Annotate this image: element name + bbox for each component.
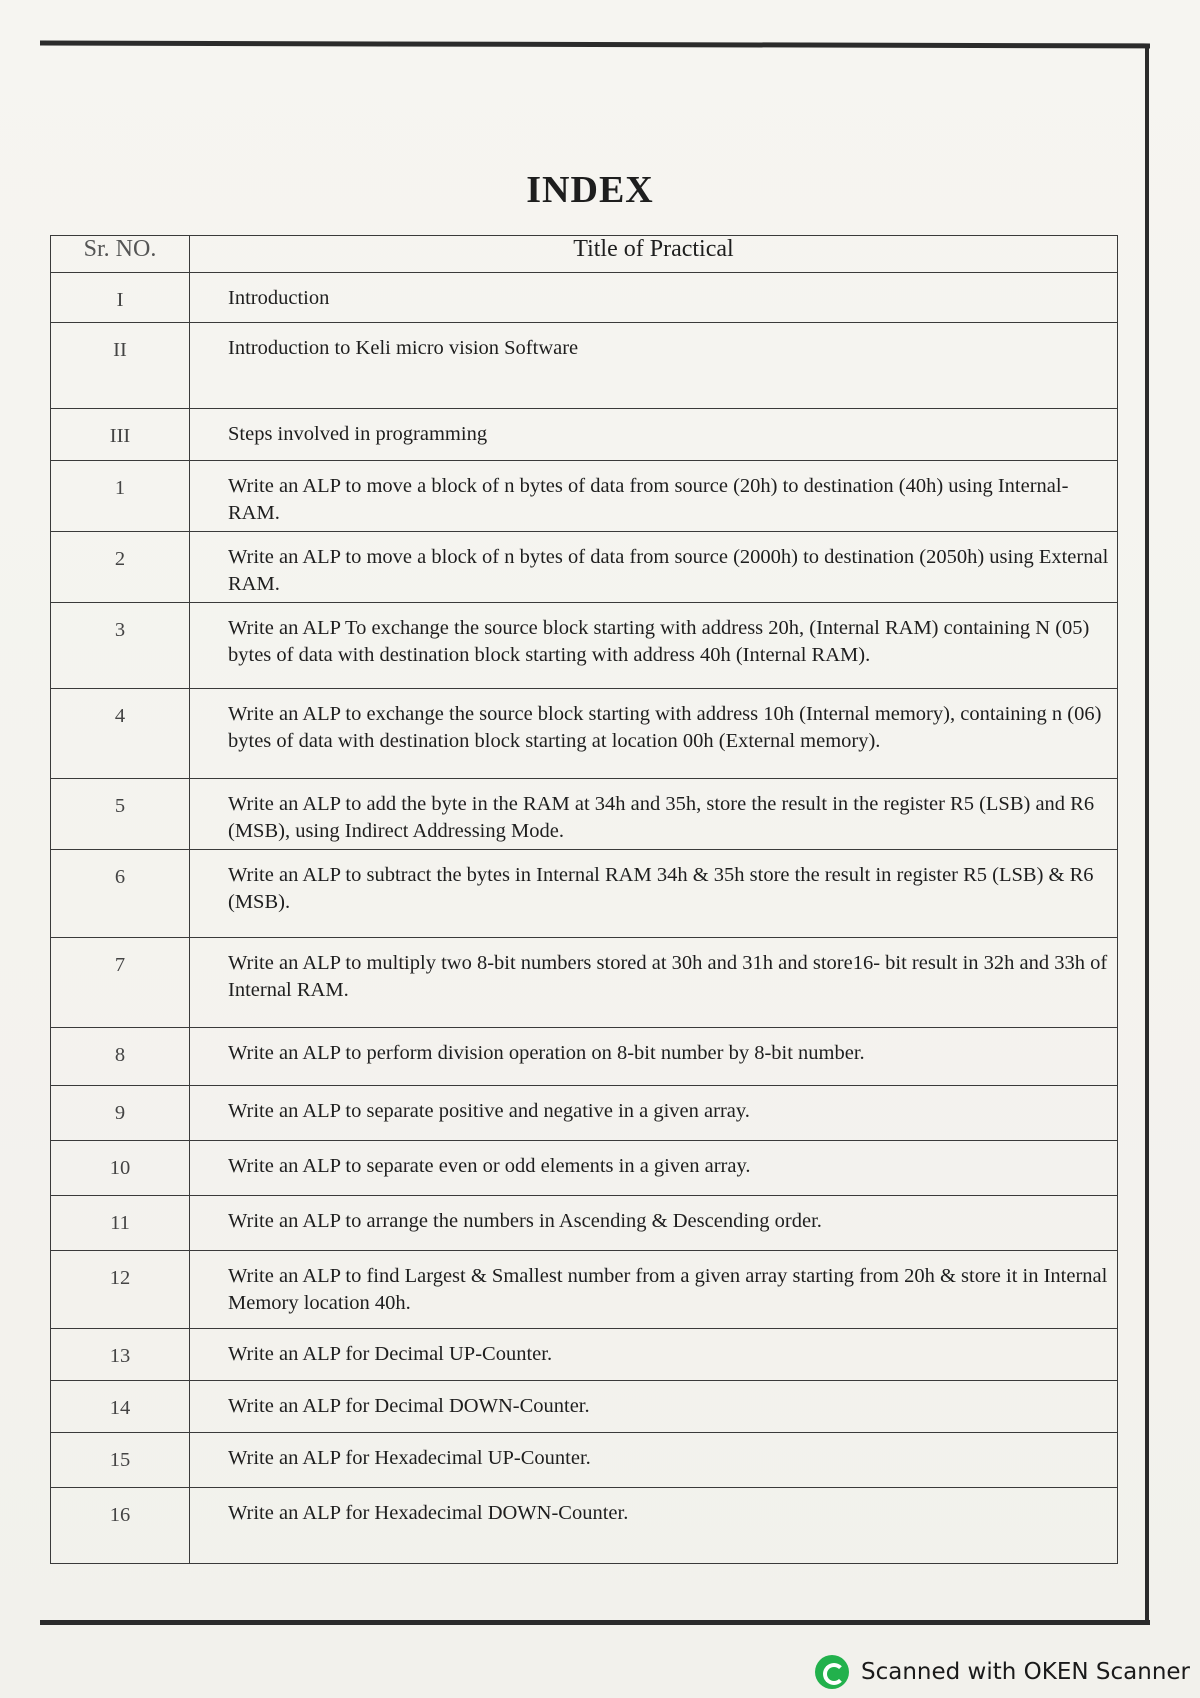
row-title: Write an ALP To exchange the source block starting with address 20h, (Internal RAM) containing N (05) bytes of data with destination block starting with address 40h (Internal RAM). (190, 603, 1118, 689)
row-title: Steps involved in programming (190, 409, 1118, 461)
row-sr: III (51, 409, 190, 461)
table-row (51, 1251, 1118, 1329)
row-title: Write an ALP to add the byte in the RAM at 34h and 35h, store the result in the register R5 (LSB) and R6 (MSB), using Indirect Addressing Mode. (190, 779, 1118, 850)
page-title: INDEX (526, 169, 654, 211)
row-title: Write an ALP to separate even or odd elements in a given array. (190, 1141, 1118, 1196)
table-row (51, 1381, 1118, 1433)
row-title: Write an ALP to separate positive and negative in a given array. (190, 1086, 1118, 1141)
row-title: Introduction to Keli micro vision Software (190, 323, 1118, 409)
row-title: Write an ALP to arrange the numbers in Ascending & Descending order. (190, 1196, 1118, 1251)
row-sr: II (51, 323, 190, 409)
row-sr: 9 (51, 1086, 190, 1141)
table-row (51, 532, 1118, 603)
table-row (51, 689, 1118, 779)
table-row (51, 850, 1118, 938)
row-sr: 10 (51, 1141, 190, 1196)
row-title: Write an ALP for Hexadecimal DOWN-Counter. (190, 1488, 1118, 1564)
row-title: Write an ALP to find Largest & Smallest number from a given array starting from 20h & store it in Internal Memory location 40h. (190, 1251, 1118, 1329)
row-sr: 4 (51, 689, 190, 779)
oken-scanner-logo-icon (815, 1655, 849, 1689)
row-sr: 1 (51, 461, 190, 532)
row-sr: 11 (51, 1196, 190, 1251)
row-sr: 15 (51, 1433, 190, 1488)
table-row (51, 779, 1118, 850)
row-title: Write an ALP for Decimal UP-Counter. (190, 1329, 1118, 1381)
row-title: Write an ALP to subtract the bytes in Internal RAM 34h & 35h store the result in register R5 (LSB) & R6 (MSB). (190, 850, 1118, 938)
row-title: Write an ALP to exchange the source block starting with address 10h (Internal memory), containing n (06) bytes of data with destination block starting at location 00h (External memory). (190, 689, 1118, 779)
row-sr: 8 (51, 1028, 190, 1086)
table-row (51, 1141, 1118, 1196)
row-sr: 13 (51, 1329, 190, 1381)
top-border-line (40, 41, 1150, 49)
scanner-watermark (815, 1652, 1190, 1692)
index-table (50, 235, 1118, 1564)
row-sr: I (51, 273, 190, 323)
table-row (51, 1086, 1118, 1141)
right-border-line (1145, 45, 1149, 1625)
row-title: Write an ALP to perform division operation on 8-bit number by 8-bit number. (190, 1028, 1118, 1086)
table-row (51, 409, 1118, 461)
table-row (51, 1196, 1118, 1251)
row-title: Write an ALP to multiply two 8-bit numbers stored at 30h and 31h and store16- bit result in 32h and 33h of Internal RAM. (190, 938, 1118, 1028)
row-title: Write an ALP to move a block of n bytes of data from source (2000h) to destination (2050h) using External RAM. (190, 532, 1118, 603)
row-sr: 6 (51, 850, 190, 938)
row-sr: 16 (51, 1488, 190, 1564)
table-row (51, 603, 1118, 689)
row-title: Write an ALP for Hexadecimal UP-Counter. (190, 1433, 1118, 1488)
row-sr: 3 (51, 603, 190, 689)
row-title: Write an ALP for Decimal DOWN-Counter. (190, 1381, 1118, 1433)
header-sr-no: Sr. NO. (51, 236, 190, 273)
table-row (51, 938, 1118, 1028)
row-sr: 5 (51, 779, 190, 850)
table-row (51, 1329, 1118, 1381)
table-row (51, 461, 1118, 532)
header-title: Title of Practical (190, 236, 1118, 273)
table-row (51, 1028, 1118, 1086)
table-row (51, 1433, 1118, 1488)
row-sr: 7 (51, 938, 190, 1028)
table-row (51, 273, 1118, 323)
bottom-border-line (40, 1620, 1150, 1625)
table-row (51, 1488, 1118, 1564)
scanner-text: Scanned with OKEN Scanner (861, 1659, 1190, 1685)
row-sr: 14 (51, 1381, 190, 1433)
row-sr: 2 (51, 532, 190, 603)
table-row (51, 323, 1118, 409)
row-title: Introduction (190, 273, 1118, 323)
row-sr: 12 (51, 1251, 190, 1329)
table-header-row (51, 236, 1118, 273)
row-title: Write an ALP to move a block of n bytes of data from source (20h) to destination (40h) using Internal-RAM. (190, 461, 1118, 532)
